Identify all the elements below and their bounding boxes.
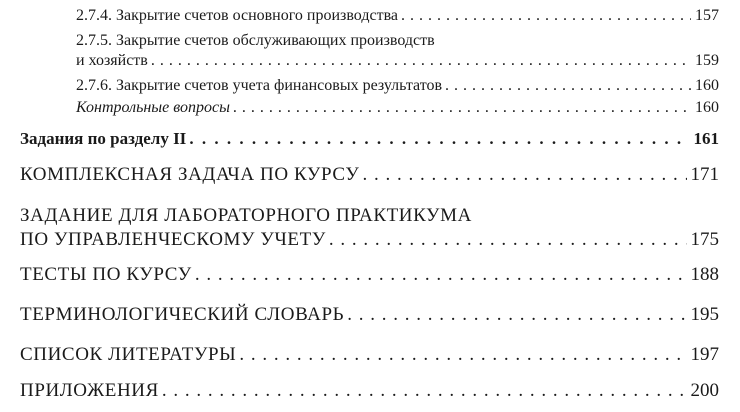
toc-entry <box>20 343 719 367</box>
toc-entry-page: 159 <box>695 52 719 69</box>
dot-leader <box>162 379 687 403</box>
toc-entry-title: ЗАДАНИЕ ДЛЯ ЛАБОРАТОРНОГО ПРАКТИКУМА <box>20 205 472 226</box>
toc-entry-title: СПИСОК ЛИТЕРАТУРЫ <box>20 344 237 365</box>
toc-entry <box>76 6 719 26</box>
toc-entry-title: 2.7.4. Закрытие счетов основного производства <box>76 7 399 24</box>
toc-entry <box>20 128 719 150</box>
toc-entry-page: 157 <box>695 7 719 24</box>
toc-entry-title: КОМПЛЕКСНАЯ ЗАДАЧА ПО КУРСУ <box>20 164 360 185</box>
dot-leader <box>239 343 686 367</box>
dot-leader <box>362 163 686 187</box>
toc-entry <box>20 204 719 252</box>
toc-entry-title: ПРИЛОЖЕНИЯ <box>20 380 159 401</box>
dot-leader <box>329 228 687 252</box>
toc-entry-title: ТЕСТЫ ПО КУРСУ <box>20 264 192 285</box>
toc-entry-title-continued: ПО УПРАВЛЕНЧЕСКОМУ УЧЕТУ <box>20 229 326 250</box>
toc-entry-title-continued: и хозяйств <box>76 52 148 69</box>
toc-entry-page: 195 <box>690 304 719 325</box>
toc-entry <box>76 31 719 71</box>
toc-entry-page: 200 <box>690 380 719 401</box>
toc-entry <box>20 303 719 327</box>
toc-entry-page: 171 <box>690 164 719 185</box>
dot-leader <box>195 263 687 287</box>
toc-entry-title: 2.7.6. Закрытие счетов учета финансовых результатов <box>76 77 443 94</box>
toc-entry <box>20 163 719 187</box>
toc-entry <box>20 379 719 403</box>
dot-leader <box>233 98 691 118</box>
toc-entry-page: 160 <box>695 77 719 94</box>
dot-leader <box>401 6 691 26</box>
dot-leader <box>151 51 691 71</box>
dot-leader <box>189 128 689 150</box>
toc-entry-title: Задания по разделу II <box>20 129 187 148</box>
toc-entry-title: 2.7.5. Закрытие счетов обслуживающих производств <box>76 32 435 49</box>
toc-entry-title: Контрольные вопросы <box>76 99 230 116</box>
toc-entry <box>76 76 719 96</box>
toc-entry-page: 160 <box>695 99 719 116</box>
toc-entry <box>76 98 719 118</box>
toc-entry-title: ТЕРМИНОЛОГИЧЕСКИЙ СЛОВАРЬ <box>20 304 345 325</box>
dot-leader <box>445 76 691 96</box>
toc-entry <box>20 263 719 287</box>
toc-entry-page: 188 <box>690 264 719 285</box>
toc-entry-page: 161 <box>693 129 719 148</box>
toc-entry-page: 175 <box>690 229 719 250</box>
toc-entry-page: 197 <box>690 344 719 365</box>
dot-leader <box>347 303 686 327</box>
